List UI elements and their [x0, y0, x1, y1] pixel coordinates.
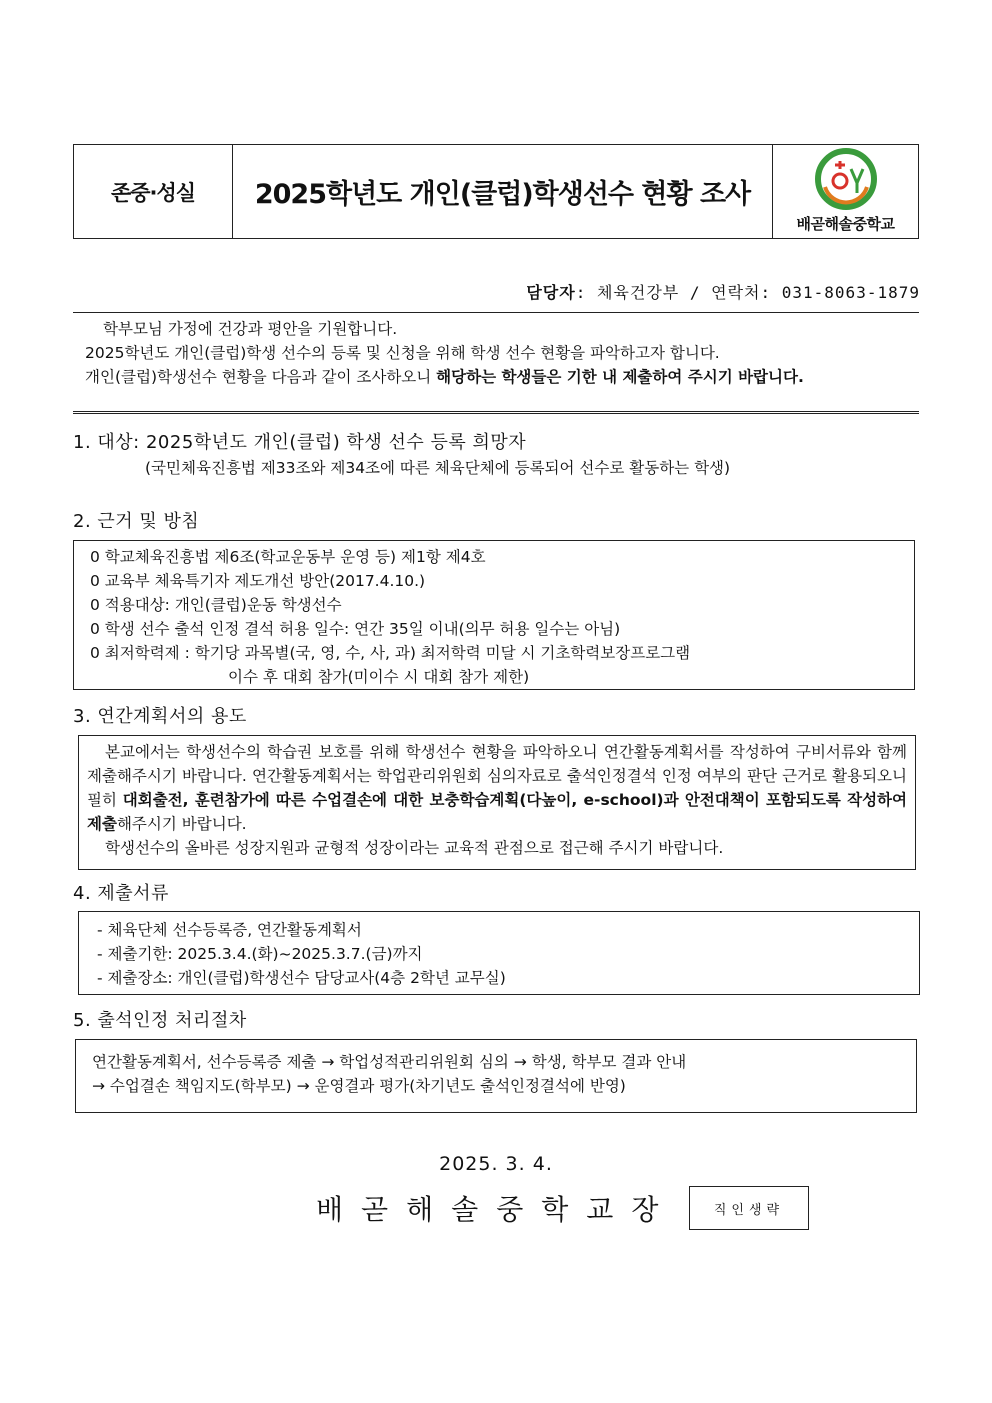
list-item: - 제출장소: 개인(클럽)학생선수 담당교사(4층 2학년 교무실) — [97, 969, 506, 987]
intro-line-3-text: 개인(클럽)학생선수 현황을 다음과 같이 조사하오니 — [85, 368, 437, 386]
document-title: 2025학년도 개인(클럽)학생선수 현황 조사 — [233, 145, 773, 238]
procedure-line-2: → 수업결손 책임지도(학부모) → 운영결과 평가(차기년도 출석인정결석에 반영) — [92, 1077, 626, 1095]
list-item: 0 교육부 체육특기자 제도개선 방안(2017.4.10.) — [90, 572, 426, 590]
section-2-box — [73, 540, 915, 690]
list-item: 0 학생 선수 출석 인정 결석 허용 일수: 연간 35일 이내(의무 허용 일수는 아님) — [90, 620, 621, 638]
list-item: 0 최저학력제 : 학기당 과목별(국, 영, 수, 사, 과) 최저학력 미달 시 기초학력보장프로그램 — [90, 644, 691, 662]
section-4-box — [78, 911, 920, 995]
section-3-paragraph-2: 학생선수의 올바른 성장지원과 균형적 성장이라는 교육적 관점으로 접근해 주시기 바랍니다. — [105, 839, 724, 857]
section-4-heading: 4. 제출서류 — [73, 883, 169, 904]
intro-line-3 — [85, 365, 907, 389]
procedure-line-1: 연간활동계획서, 선수등록증 제출 → 학업성적관리위원회 심의 → 학생, 학부모 결과 안내 — [92, 1053, 687, 1071]
section-3-paragraph-1 — [87, 740, 907, 836]
intro-line-2: 2025학년도 개인(클럽)학생 선수의 등록 및 신청을 위해 학생 선수 현황을 파악하고자 합니다. — [85, 344, 720, 362]
contact-label: 담당자 — [526, 283, 576, 302]
intro-line-3-emphasis: 해당하는 학생들은 기한 내 제출하여 주시기 바랍니다. — [436, 368, 804, 386]
school-name: 배곧해솔중학교 — [796, 215, 895, 233]
contact-line — [526, 280, 920, 303]
section-2-heading: 2. 근거 및 방침 — [73, 511, 200, 532]
intro-block — [73, 312, 919, 414]
school-emblem-icon — [813, 147, 879, 211]
section-5-box — [75, 1039, 917, 1113]
school-motto: 존중·성실 — [74, 145, 233, 238]
contact-value: : 체육건강부 / 연락처: 031-8063-1879 — [575, 283, 920, 302]
intro-line-1: 학부모님 가정에 건강과 평안을 기원합니다. — [103, 320, 398, 338]
list-item: 0 적용대상: 개인(클럽)운동 학생선수 — [90, 596, 342, 614]
document-date: 2025. 3. 4. — [439, 1153, 553, 1175]
section-3-box — [78, 735, 916, 870]
section-5-heading: 5. 출석인정 처리절차 — [73, 1010, 247, 1031]
section-1-heading: 1. 대상: 2025학년도 개인(클럽) 학생 선수 등록 희망자 — [73, 432, 527, 453]
list-item: - 체육단체 선수등록증, 연간활동계획서 — [97, 921, 362, 939]
list-item-continuation: 이수 후 대회 참가(미이수 시 대회 참가 제한) — [228, 668, 530, 686]
section-3-emphasis: 대회출전, 훈련참가에 따른 수업결손에 대한 보충학습계획(다높이, e-school)과 안전대책이 포함되도록 작성하여 제출 — [87, 791, 907, 833]
list-item: - 제출기한: 2025.3.4.(화)~2025.3.7.(금)까지 — [97, 945, 423, 963]
section-1-note: (국민체육진흥법 제33조와 제34조에 따른 체육단체에 등록되어 선수로 활동하는 학생) — [145, 459, 731, 477]
list-item: 0 학교체육진흥법 제6조(학교운동부 운영 등) 제1항 제4호 — [90, 548, 486, 566]
school-logo — [773, 145, 918, 238]
seal-omitted-box: 직인생략 — [689, 1186, 809, 1230]
section-3-text: 본교에서는 학생선수의 학습권 보호를 위해 학생선수 현황을 파악하오니 연간활동계획서를 작성하여 구비서류와 함께 제출해주시기 바랍니다. 연간활동계획서는 학업관리위원회 심의자료로 출석인정결석 인정 여부의 판단 근거로 활용되오니 필히 — [87, 743, 907, 809]
section-3-text-end: 해주시기 바랍니다. — [116, 815, 247, 833]
header-table — [73, 144, 919, 239]
principal-signature: 배곧해솔중학교장 — [316, 1193, 677, 1226]
section-3-heading: 3. 연간계획서의 용도 — [73, 706, 247, 727]
